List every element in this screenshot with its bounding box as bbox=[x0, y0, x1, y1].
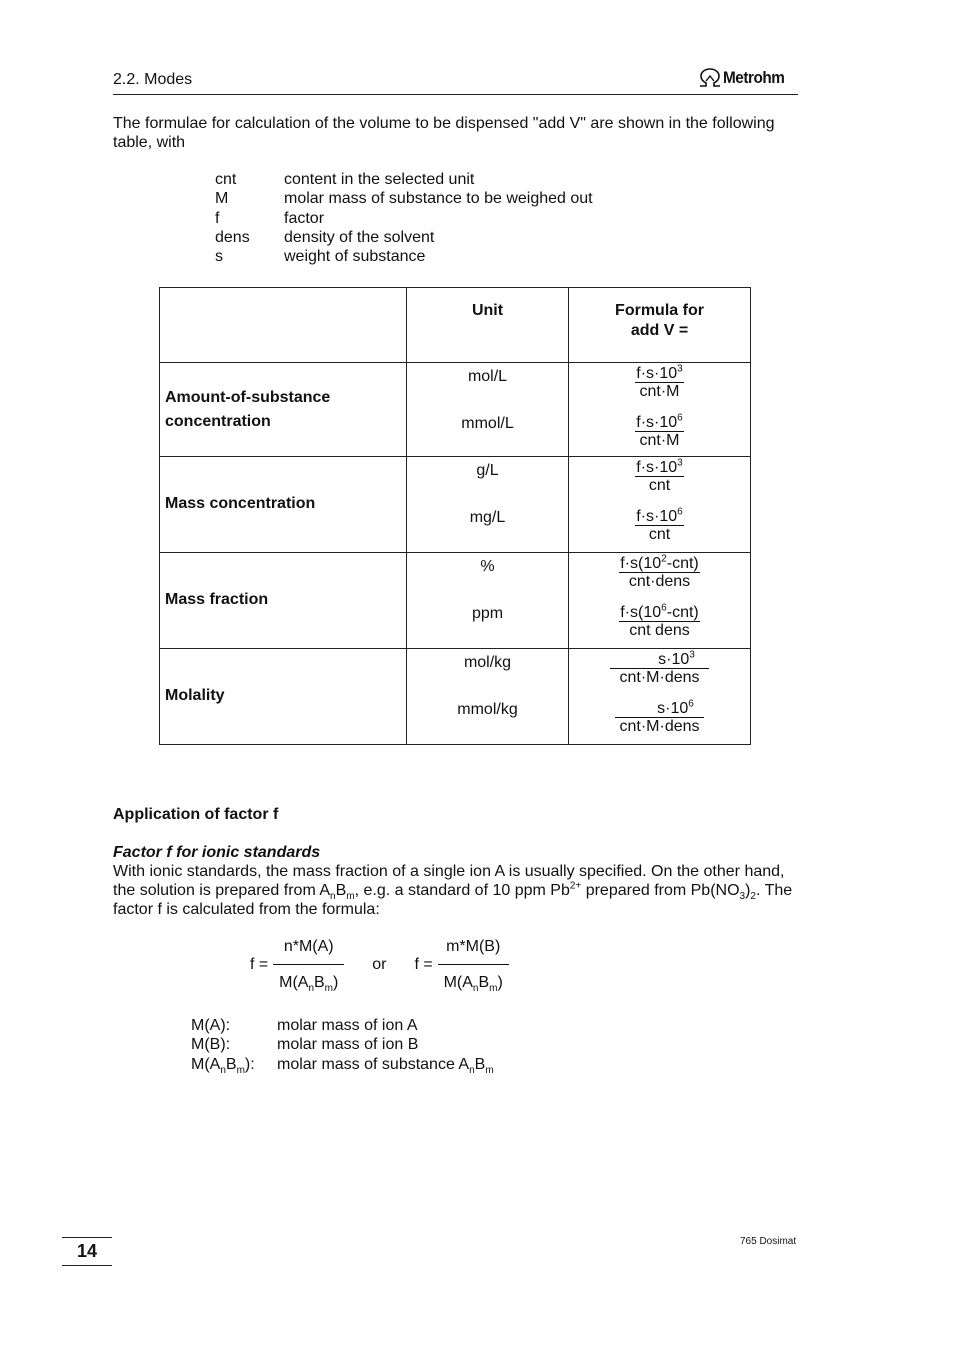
legend-row bbox=[191, 1035, 494, 1054]
formula-fraction bbox=[569, 700, 750, 735]
formula-fraction bbox=[438, 938, 509, 995]
header-formula bbox=[569, 288, 751, 363]
symbol-desc: weight of substance bbox=[284, 248, 426, 266]
page-number: 14 bbox=[62, 1237, 112, 1266]
symbol-desc: content in the selected unit bbox=[284, 171, 475, 188]
symbol-key: cnt bbox=[215, 171, 237, 188]
formula-cell bbox=[569, 457, 751, 552]
legend-key: $M(A_nB_m)$: bbox=[191, 1055, 255, 1076]
category-cell: Mass concentration bbox=[160, 457, 407, 552]
formula-denominator: cnt·M bbox=[639, 383, 680, 401]
formula-denominator: $M(A_nB_m)$ bbox=[279, 974, 339, 995]
table-row bbox=[160, 552, 751, 648]
symbol-desc: molar mass of substance to be weighed out bbox=[284, 190, 593, 208]
header-empty-cell bbox=[160, 288, 407, 363]
formula-lhs: f = bbox=[250, 956, 269, 973]
table-header-row bbox=[160, 288, 751, 363]
symbol-desc: factor bbox=[284, 209, 325, 227]
unit-value: ppm bbox=[471, 604, 504, 622]
legend-row bbox=[191, 1016, 494, 1035]
formula-fraction bbox=[569, 414, 750, 449]
unit-cell bbox=[407, 648, 569, 744]
symbol-desc: density of the solvent bbox=[284, 228, 435, 246]
formula-cell bbox=[569, 363, 751, 457]
formula-table bbox=[159, 287, 751, 745]
formula-numerator: $f\cdot s\cdot 10^6$ bbox=[636, 412, 683, 432]
table-row bbox=[160, 457, 751, 552]
formula-denominator: cnt·M·dens bbox=[619, 668, 700, 686]
formula-numerator: m*M(B) bbox=[438, 938, 509, 965]
symbol-list bbox=[215, 170, 593, 266]
formula-numerator: n*M(A) bbox=[273, 938, 344, 965]
unit-cell bbox=[407, 552, 569, 648]
unit-cell bbox=[407, 457, 569, 552]
symbol-row bbox=[215, 247, 593, 266]
legend-desc: molar mass of ion B bbox=[277, 1036, 419, 1054]
formula-or: or bbox=[372, 956, 387, 973]
unit-value: mmol/L bbox=[461, 415, 514, 433]
formula-numerator: $s\cdot 10^3$ bbox=[610, 651, 709, 669]
unit-cell bbox=[407, 363, 569, 457]
formula-legend bbox=[191, 1016, 494, 1074]
table-row bbox=[160, 648, 751, 744]
formula-denominator: $M(A_nB_m)$ bbox=[443, 974, 503, 995]
application-heading: Application of factor f bbox=[113, 806, 279, 823]
formula-fraction bbox=[273, 938, 344, 995]
formula-denominator: cnt bbox=[648, 477, 671, 495]
legend-desc: molar mass of ion A bbox=[277, 1017, 418, 1034]
section-title: 2.2. Modes bbox=[113, 71, 193, 88]
legend-row bbox=[191, 1055, 494, 1074]
application-subheading: Factor f for ionic standards bbox=[113, 844, 321, 861]
formula-fraction bbox=[569, 555, 750, 590]
brand-name: Metrohm bbox=[723, 68, 785, 87]
header-rule bbox=[113, 94, 798, 95]
unit-value: mol/L bbox=[467, 368, 508, 386]
formula-numerator: $f\cdot s\cdot 10^6$ bbox=[636, 507, 683, 526]
unit-value: g/L bbox=[476, 462, 499, 480]
legend-key: M(A): bbox=[191, 1017, 231, 1034]
symbol-key: f bbox=[215, 209, 220, 227]
formula-denominator: cnt bbox=[648, 526, 671, 544]
unit-value: % bbox=[480, 557, 495, 575]
formula-denominator: cnt·M·dens bbox=[619, 717, 700, 735]
formula-cell bbox=[569, 552, 751, 648]
formula-denominator: cnt dens bbox=[629, 621, 690, 639]
symbol-row bbox=[215, 228, 593, 247]
legend-desc: molar mass of substance $A_nB_m$ bbox=[277, 1055, 494, 1076]
formula-fraction bbox=[569, 651, 750, 686]
category-cell: Mass fraction bbox=[160, 552, 407, 648]
formula-numerator: $f\cdot s\cdot 10^3$ bbox=[636, 458, 683, 477]
formula-numerator: $f\cdot s(10^2-cnt)$ bbox=[620, 553, 699, 572]
intro-paragraph: The formulae for calculation of the volume to be dispensed "add V" are shown in the following table, with bbox=[113, 115, 775, 151]
table-row bbox=[160, 363, 751, 457]
category-cell: Molality bbox=[160, 648, 407, 744]
header-formula-line2: add V = bbox=[630, 322, 689, 339]
product-name: 765 Dosimat bbox=[740, 1236, 797, 1247]
formula-cell bbox=[569, 648, 751, 744]
unit-value: mmol/kg bbox=[457, 700, 518, 718]
formula-numerator: $f\cdot s\cdot 10^3$ bbox=[636, 363, 683, 383]
formula-fraction bbox=[569, 508, 750, 543]
formula-fraction bbox=[569, 365, 750, 400]
symbol-key: s bbox=[215, 248, 223, 266]
symbol-row bbox=[215, 189, 593, 208]
formula-lhs: f = bbox=[414, 956, 433, 973]
category-cell: Amount-of-substance concentration bbox=[160, 363, 407, 457]
formula-denominator: cnt·M bbox=[639, 432, 680, 450]
formula-numerator: $s\cdot 10^6$ bbox=[615, 700, 704, 718]
formula-fraction bbox=[569, 604, 750, 639]
header-formula-line1: Formula for bbox=[615, 302, 704, 319]
header-unit: Unit bbox=[407, 288, 569, 363]
unit-value: mol/kg bbox=[463, 653, 512, 671]
omega-icon bbox=[697, 67, 723, 89]
formula-fraction bbox=[569, 459, 750, 494]
metrohm-logo bbox=[697, 66, 797, 90]
factor-formula bbox=[250, 938, 509, 995]
symbol-key: dens bbox=[215, 228, 250, 246]
legend-key: M(B): bbox=[191, 1036, 231, 1054]
formula-denominator: cnt·dens bbox=[628, 572, 691, 590]
symbol-row bbox=[215, 170, 593, 189]
symbol-key: M bbox=[215, 190, 229, 208]
unit-value: mg/L bbox=[469, 509, 506, 527]
symbol-row bbox=[215, 209, 593, 228]
formula-numerator: $f\cdot s(10^6-cnt)$ bbox=[620, 602, 699, 621]
application-paragraph: With ionic standards, the mass fraction of a single ion A is usually specified. On the other hand, the solution is prepared from $A_nB_m$, e.g. a standard of 10 ppm $Pb^{2+}$ prepared from $Pb(NO_3)_2$. The factor f is calculated from the formula: bbox=[113, 863, 793, 918]
